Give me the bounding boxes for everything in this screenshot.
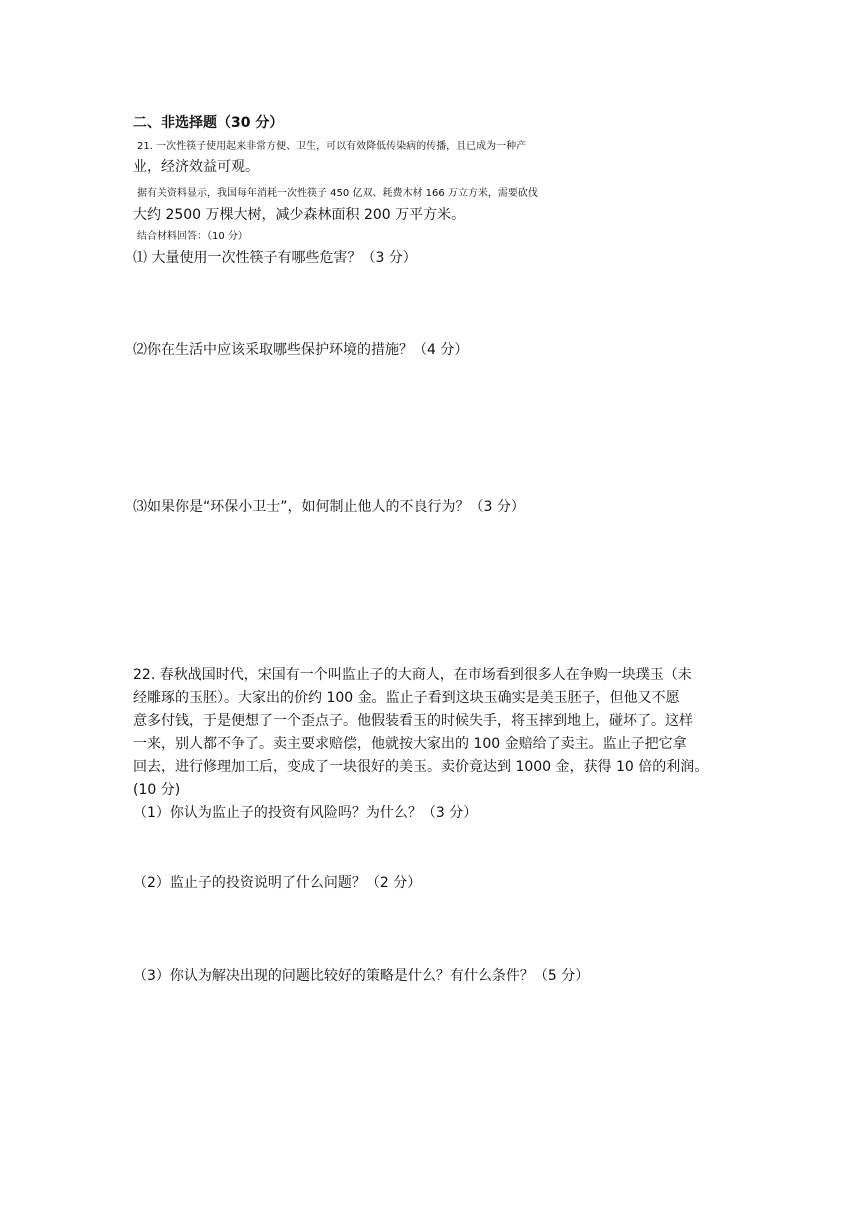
q22-line1: 22. 春秋战国时代，宋国有一个叫监止子的大商人，在市场看到很多人在争购一块璞玉（未 — [133, 667, 692, 683]
q22-line5: 回去，进行修理加工后，变成了一块很好的美玉。卖价竟达到 1000 金，获得 10 倍的利润。 — [133, 759, 709, 775]
q21-sub3: ⑶如果你是“环保小卫士”，如何制止他人的不良行为？（3 分） — [133, 499, 525, 515]
q22-sub1: （1）你认为监止子的投资有风险吗？为什么？（3 分） — [133, 805, 478, 821]
q22-sub2: （2）监止子的投资说明了什么问题？（2 分） — [133, 875, 422, 891]
q21-instruction: 结合材料回答：（10 分） — [137, 231, 248, 242]
q21-sub1: ⑴ 大量使用一次性筷子有哪些危害？（3 分） — [133, 250, 417, 266]
q22-line4: 一来，别人都不争了。卖主要求赔偿，他就按大家出的 100 金赔给了卖主。监止子把它拿 — [133, 736, 687, 752]
q22-line3: 意多付钱，于是便想了一个歪点子。他假装看玉的时候失手，将玉摔到地上，碰坏了。这样 — [133, 713, 693, 729]
q22-line6: (10 分) — [133, 782, 181, 798]
q21-intro-line2: 业，经济效益可观。 — [133, 159, 259, 175]
q21-data-line2: 大约 2500 万棵大树，减少森林面积 200 万平方米。 — [133, 207, 466, 223]
q21-intro-line1: 21. 一次性筷子使用起来非常方便、卫生，可以有效降低传染病的传播，且已成为一种产 — [137, 141, 527, 152]
section-heading: 二、非选择题（30 分） — [133, 115, 284, 131]
q21-data-line1: 据有关资料显示，我国每年消耗一次性筷子 450 亿双、耗费木材 166 万立方米，需要砍伐 — [137, 188, 538, 199]
q21-sub2: ⑵你在生活中应该采取哪些保护环境的措施？（4 分） — [133, 342, 469, 358]
q22-line2: 经雕琢的玉胚）。大家出的价约 100 金。监止子看到这块玉确实是美玉胚子，但他又不愿 — [133, 690, 680, 706]
q22-sub3: （3）你认为解决出现的问题比较好的策略是什么？有什么条件？（5 分） — [133, 968, 590, 984]
